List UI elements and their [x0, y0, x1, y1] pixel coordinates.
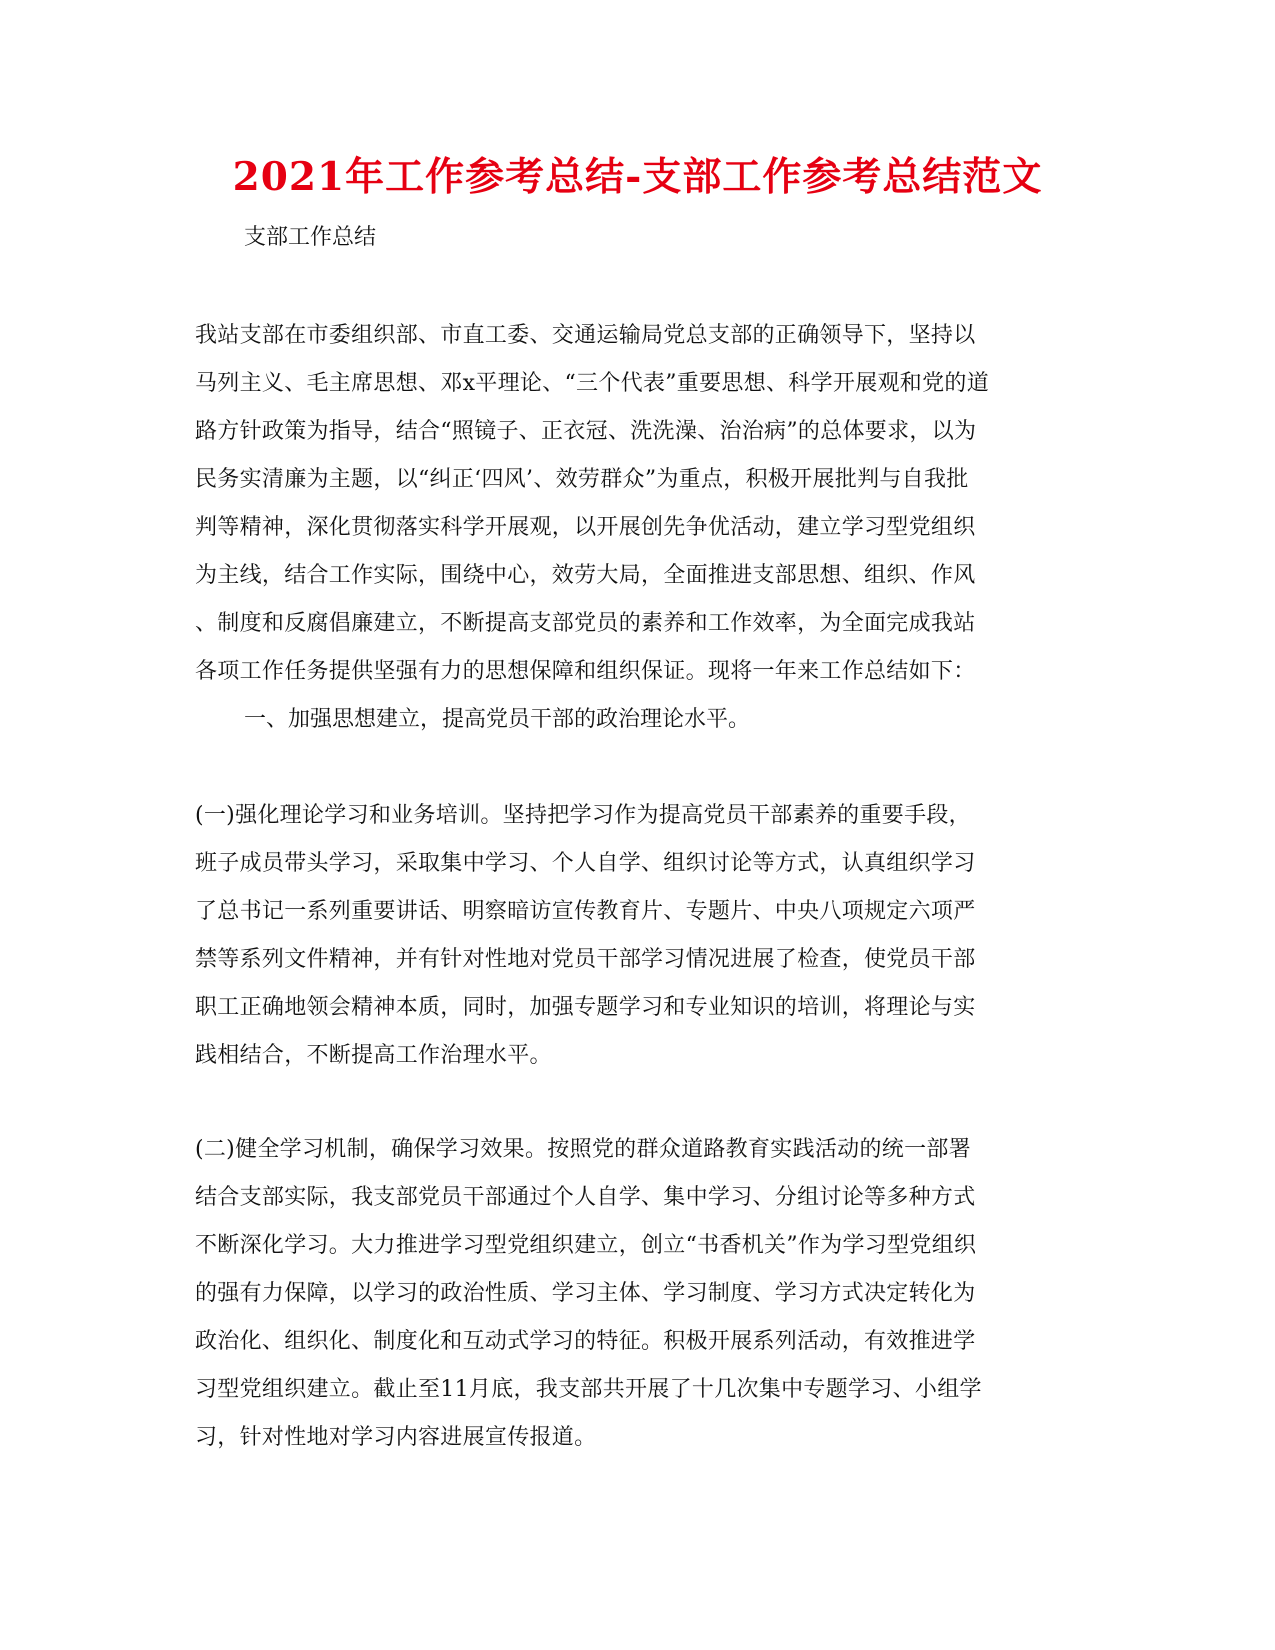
text-line: 判等精神，深化贯彻落实科学开展观，以开展创先争优活动，建立学习型党组织	[195, 515, 976, 540]
text-line: 民务实清廉为主题，以“纠正‘四风’、效劳群众”为重点，积极开展批判与自我批	[195, 467, 969, 492]
text-line: 各项工作任务提供坚强有力的思想保障和组织保证。现将一年来工作总结如下：	[195, 659, 976, 684]
text-line: 职工正确地领会精神本质，同时，加强专题学习和专业知识的培训，将理论与实	[195, 995, 976, 1020]
intro-paragraph	[195, 312, 1090, 696]
text-line: 、制度和反腐倡廉建立，不断提高支部党员的素养和工作效率，为全面完成我站	[195, 611, 976, 636]
document-subtitle: 支部工作总结	[244, 225, 377, 250]
text-line: 为主线，结合工作实际，围绕中心，效劳大局，全面推进支部思想、组织、作风	[195, 563, 976, 588]
text-line: 我站支部在市委组织部、市直工委、交通运输局党总支部的正确领导下，坚持以	[195, 323, 976, 348]
text-line: 的强有力保障，以学习的政治性质、学习主体、学习制度、学习方式决定转化为	[195, 1281, 976, 1306]
text-line: 了总书记一系列重要讲话、明察暗访宣传教育片、专题片、中央八项规定六项严	[195, 899, 976, 924]
text-line: 政治化、组织化、制度化和互动式学习的特征。积极开展系列活动，有效推进学	[195, 1329, 976, 1354]
document-title: 2021年工作参考总结-支部工作参考总结范文	[232, 154, 1043, 200]
text-line: 班子成员带头学习，采取集中学习、个人自学、组织讨论等方式，认真组织学习	[195, 851, 976, 876]
text-line: 不断深化学习。大力推进学习型党组织建立，创立“书香机关”作为学习型党组织	[195, 1233, 977, 1258]
body-paragraph-1	[195, 792, 1090, 1080]
text-line: (二)健全学习机制，确保学习效果。按照党的群众道路教育实践活动的统一部署	[195, 1137, 971, 1162]
text-line: 习型党组织建立。截止至11月底，我支部共开展了十几次集中专题学习、小组学	[195, 1377, 982, 1402]
body-paragraph-2	[195, 1126, 1090, 1462]
text-line: 马列主义、毛主席思想、邓x平理论、“三个代表”重要思想、科学开展观和党的道	[195, 371, 990, 396]
text-line: 禁等系列文件精神，并有针对性地对党员干部学习情况进展了检查，使党员干部	[195, 947, 976, 972]
text-line: (一)强化理论学习和业务培训。坚持把学习作为提高党员干部素养的重要手段，	[195, 803, 971, 828]
text-line: 习，针对性地对学习内容进展宣传报道。	[195, 1425, 597, 1450]
section-heading: 一、加强思想建立，提高党员干部的政治理论水平。	[244, 707, 751, 732]
text-line: 路方针政策为指导，结合“照镜子、正衣冠、洗洗澡、治治病”的总体要求，以为	[195, 419, 977, 444]
text-line: 践相结合，不断提高工作治理水平。	[195, 1043, 552, 1068]
text-line: 结合支部实际，我支部党员干部通过个人自学、集中学习、分组讨论等多种方式	[195, 1185, 976, 1210]
